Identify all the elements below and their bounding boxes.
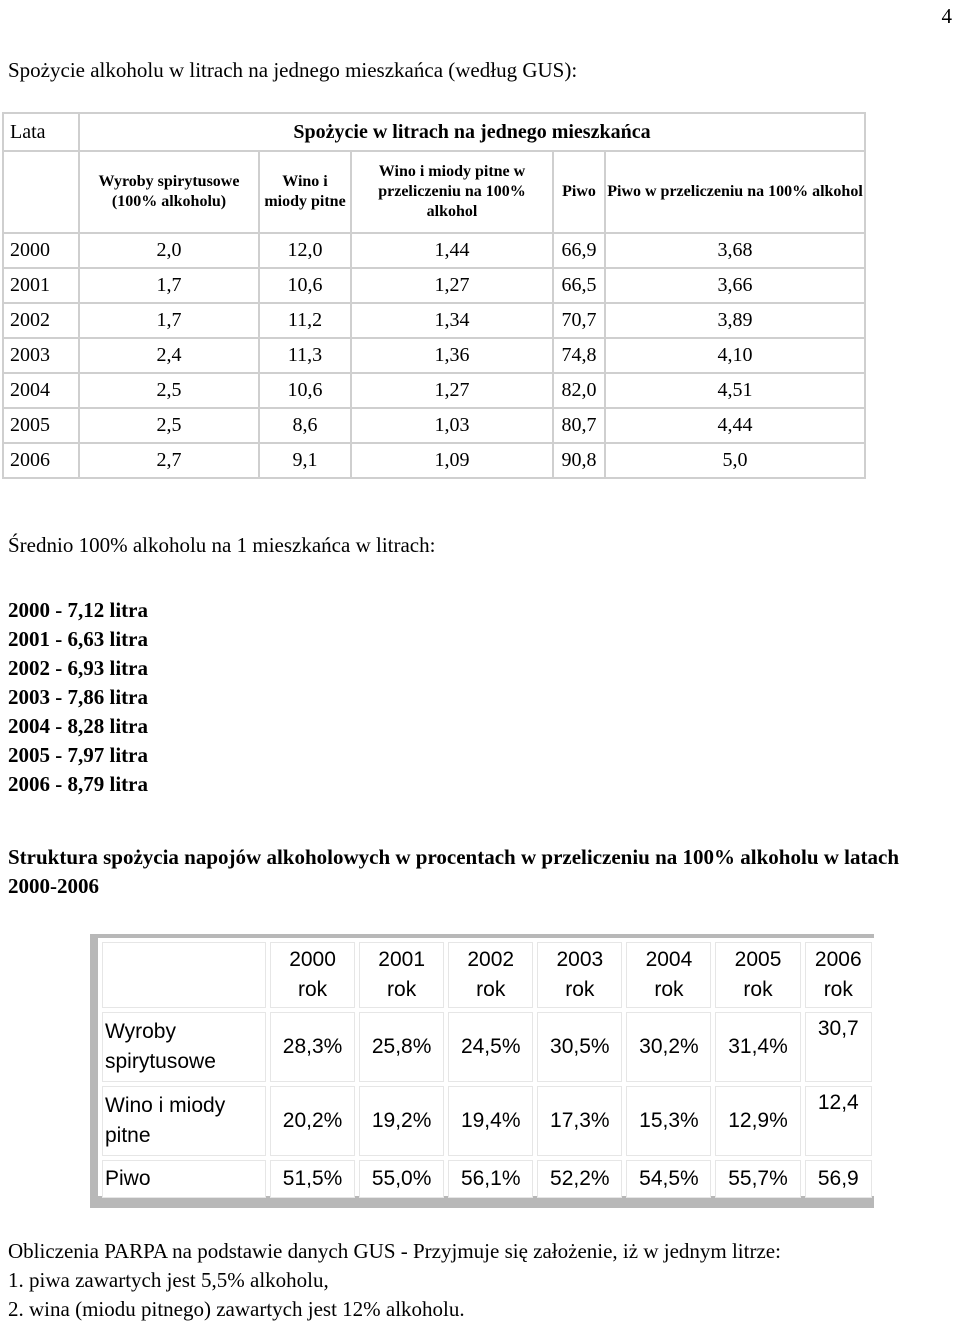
year-label: 2005 [734, 948, 782, 971]
value-cell: 30,7 [805, 1012, 872, 1082]
consumption-table-body [3, 233, 865, 478]
value-cell: 52,2% [537, 1160, 622, 1198]
year-cell: 2005 [3, 408, 79, 443]
value-cell: 8,6 [259, 408, 351, 443]
page-number: 4 [941, 4, 952, 28]
value-cell: 1,7 [79, 303, 259, 338]
year-label: 2000 [289, 948, 336, 971]
value-cell: 28,3% [270, 1012, 355, 1082]
value-cell: 55,0% [359, 1160, 444, 1198]
year-header [805, 942, 872, 1008]
rok-label: rok [654, 978, 684, 1001]
value-cell: 10,6 [259, 268, 351, 303]
notes [8, 1237, 781, 1324]
year-label: 2004 [645, 948, 693, 971]
rok-label: rok [476, 978, 506, 1001]
value-cell: 56,1% [448, 1160, 533, 1198]
value-cell: 31,4% [715, 1012, 800, 1082]
average-item: 2002 - 6,93 litra [8, 656, 148, 680]
row-label: Wino i miody pitne [102, 1086, 266, 1156]
year-label: 2003 [556, 948, 604, 971]
note-line: 2. wina (miodu pitnego) zawartych jest 12% alkoholu. [8, 1297, 465, 1321]
rok-label: rok [297, 978, 328, 1001]
header-wine: Wino i miody pitne [259, 151, 351, 233]
value-cell: 3,66 [605, 268, 865, 303]
value-cell: 12,0 [259, 233, 351, 268]
value-cell: 90,8 [553, 443, 605, 478]
value-cell: 25,8% [359, 1012, 444, 1082]
value-cell: 12,4 [805, 1086, 872, 1156]
value-cell: 74,8 [553, 338, 605, 373]
value-cell: 24,5% [448, 1012, 533, 1082]
average-list [8, 596, 148, 799]
structure-table [98, 938, 876, 1202]
average-item: 2000 - 7,12 litra [8, 598, 148, 622]
value-cell: 30,2% [626, 1012, 711, 1082]
value-cell: 11,3 [259, 338, 351, 373]
average-item: 2001 - 6,63 litra [8, 627, 148, 651]
header-empty-cell [102, 942, 266, 1008]
year-label: 2006 [814, 948, 862, 971]
value-cell: 4,51 [605, 373, 865, 408]
value-cell: 11,2 [259, 303, 351, 338]
average-item: 2003 - 7,86 litra [8, 685, 148, 709]
value-cell: 1,09 [351, 443, 553, 478]
value-cell: 2,5 [79, 408, 259, 443]
header-group: Spożycie w litrach na jednego mieszkańca [79, 113, 865, 151]
year-label: 2002 [467, 948, 515, 971]
value-cell: 1,34 [351, 303, 553, 338]
section-heading-structure: Struktura spożycia napojów alkoholowych w procentach w przeliczeniu na 100% alkoholu w latach 2000-2006 [8, 845, 899, 898]
table-row [102, 1086, 872, 1156]
value-cell: 3,68 [605, 233, 865, 268]
year-cell: 2000 [3, 233, 79, 268]
value-cell: 56,9 [805, 1160, 872, 1198]
consumption-table [2, 112, 866, 479]
value-cell: 80,7 [553, 408, 605, 443]
table-row [3, 443, 865, 478]
value-cell: 82,0 [553, 373, 605, 408]
value-cell: 9,1 [259, 443, 351, 478]
value-cell: 12,9% [715, 1086, 800, 1156]
value-cell: 2,0 [79, 233, 259, 268]
value-cell: 30,5% [537, 1012, 622, 1082]
year-header [448, 942, 533, 1008]
value-cell: 4,10 [605, 338, 865, 373]
value-cell: 4,44 [605, 408, 865, 443]
value-cell: 66,5 [553, 268, 605, 303]
note-line: Obliczenia PARPA na podstawie danych GUS - Przyjmuje się założenie, iż w jednym litrze: [8, 1239, 781, 1263]
value-cell: 19,2% [359, 1086, 444, 1156]
value-cell: 5,0 [605, 443, 865, 478]
table-row [3, 233, 865, 268]
row-label: Piwo [102, 1160, 266, 1198]
value-cell: 2,4 [79, 338, 259, 373]
value-cell: 55,7% [715, 1160, 800, 1198]
value-cell: 1,44 [351, 233, 553, 268]
header-spirits: Wyroby spirytusowe (100% alkoholu) [79, 151, 259, 233]
rok-label: rok [743, 978, 773, 1001]
year-label: 2001 [378, 948, 425, 971]
year-header [359, 942, 444, 1008]
value-cell: 15,3% [626, 1086, 711, 1156]
average-heading: Średnio 100% alkoholu na 1 mieszkańca w litrach: [8, 533, 436, 557]
value-cell: 20,2% [270, 1086, 355, 1156]
year-header [537, 942, 622, 1008]
table-row [3, 303, 865, 338]
table-row [3, 373, 865, 408]
year-cell: 2004 [3, 373, 79, 408]
year-header [626, 942, 711, 1008]
header-wine-100: Wino i miody pitne w przeliczeniu na 100% alkohol [351, 151, 553, 233]
value-cell: 2,7 [79, 443, 259, 478]
average-item: 2004 - 8,28 litra [8, 714, 148, 738]
value-cell: 10,6 [259, 373, 351, 408]
average-item: 2005 - 7,97 litra [8, 743, 148, 767]
value-cell: 1,36 [351, 338, 553, 373]
year-cell: 2002 [3, 303, 79, 338]
year-cell: 2003 [3, 338, 79, 373]
note-line: 1. piwa zawartych jest 5,5% alkoholu, [8, 1268, 329, 1292]
value-cell: 54,5% [626, 1160, 711, 1198]
value-cell: 19,4% [448, 1086, 533, 1156]
table-row [3, 408, 865, 443]
value-cell: 66,9 [553, 233, 605, 268]
rok-label: rok [387, 978, 417, 1001]
year-cell: 2001 [3, 268, 79, 303]
table-row [3, 338, 865, 373]
value-cell: 1,7 [79, 268, 259, 303]
header-empty [3, 151, 79, 233]
table-row [102, 1160, 872, 1198]
year-header [270, 942, 355, 1008]
table-row [102, 1012, 872, 1082]
table-row [3, 268, 865, 303]
value-cell: 3,89 [605, 303, 865, 338]
header-lata: Lata [3, 113, 79, 151]
year-header [715, 942, 800, 1008]
row-label: Wyroby spirytusowe [102, 1012, 266, 1082]
value-cell: 2,5 [79, 373, 259, 408]
section-heading-consumption: Spożycie alkoholu w litrach na jednego mieszkańca (według GUS): [8, 58, 578, 82]
value-cell: 1,03 [351, 408, 553, 443]
rok-label: rok [565, 978, 595, 1001]
header-beer: Piwo [553, 151, 605, 233]
year-cell: 2006 [3, 443, 79, 478]
value-cell: 1,27 [351, 373, 553, 408]
value-cell: 17,3% [537, 1086, 622, 1156]
value-cell: 70,7 [553, 303, 605, 338]
rok-label: rok [823, 978, 853, 1001]
structure-table-frame [90, 934, 874, 1208]
average-item: 2006 - 8,79 litra [8, 772, 148, 796]
value-cell: 1,27 [351, 268, 553, 303]
header-beer-100: Piwo w przeliczeniu na 100% alkohol [605, 151, 865, 233]
value-cell: 51,5% [270, 1160, 355, 1198]
